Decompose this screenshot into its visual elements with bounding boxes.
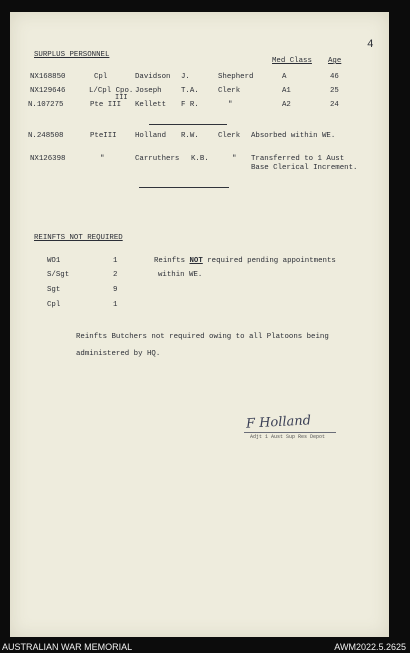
page-number: 4 (367, 39, 374, 51)
signature-subtitle: Adjt 1 Aust Sup Res Depot (250, 434, 326, 440)
document-page (10, 12, 389, 637)
reinfts-note: Reinfts NOT required pending appointments (154, 257, 336, 265)
divider (139, 187, 229, 188)
surplus-row: N.107275 Pte III Kellett F R. " A2 24 (28, 101, 339, 109)
reinfts-list: WO1 1 S/Sgt 2 Sgt 9 Cpl 1 (47, 257, 118, 309)
surplus-row: N.248508 PteIII Holland R.W. Clerk Absorbed within WE. (28, 132, 336, 140)
col-age: Age (328, 57, 342, 65)
surplus-row: NX168850 Cpl Davidson J. Shepherd A 46 (30, 73, 339, 81)
reinfts-note-line2: within WE. (158, 271, 203, 279)
butchers-note-line2: administered by HQ. (76, 350, 161, 358)
surplus-row: NX129646 L/Cpl Cpo. III Joseph T.A. Clerk A1 25 (30, 87, 339, 102)
butchers-note-line1: Reinfts Butchers not required owing to all Platoons being (76, 333, 329, 341)
surplus-heading: SURPLUS PERSONNEL (34, 51, 110, 59)
signature: F Holland (245, 413, 312, 432)
signature-line (244, 432, 336, 433)
footer-accession: AWM2022.5.2625 (334, 642, 406, 652)
col-med-class: Med Class (272, 57, 312, 65)
divider (149, 124, 227, 125)
rank-note: III (115, 94, 128, 102)
footer-institution: AUSTRALIAN WAR MEMORIAL (2, 642, 133, 652)
reinfts-heading: REINFTS NOT REQUIRED (34, 234, 123, 242)
surplus-row: NX126398 " Carruthers K.B. " Transferred to 1 Aust Base Clerical Increment. (30, 155, 358, 172)
